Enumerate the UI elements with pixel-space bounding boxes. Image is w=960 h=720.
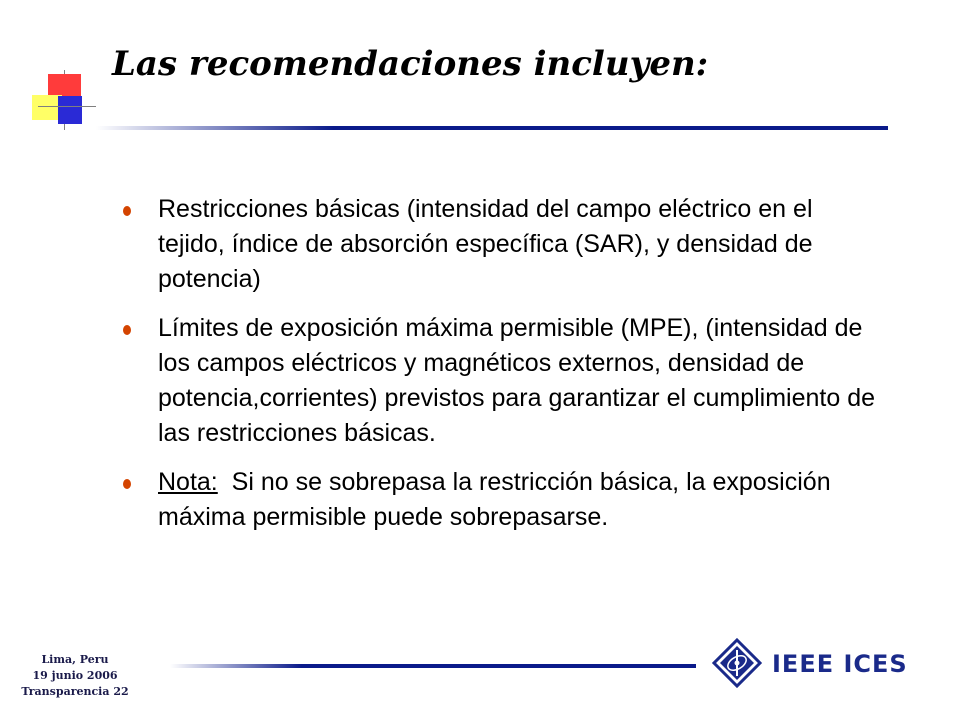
bullet-item	[120, 192, 880, 297]
footer-slide-number: Transparencia 22	[21, 685, 129, 698]
bullet-text: Límites de exposición máxima permisible (MPE), (intensidad de los campos eléctricos y magnéticos externos, densidad de potencia,corrientes) previstos para garantizar el cumplimiento de las restricciones básicas.	[158, 314, 876, 447]
ieee-ices-logo	[712, 638, 912, 694]
footer-info	[10, 652, 140, 700]
corner-horizontal-line	[38, 106, 96, 107]
bullet-dot-icon	[123, 206, 131, 216]
bullet-dot-icon	[123, 325, 131, 335]
corner-blue-square	[58, 96, 82, 124]
bullet-list	[120, 192, 880, 549]
title-underline	[96, 126, 888, 130]
footer-date: 19 junio 2006	[32, 669, 118, 682]
slide-title: Las recomendaciones incluyen:	[112, 44, 709, 84]
ieee-diamond-logo-icon	[712, 638, 762, 688]
footer-rule	[170, 664, 696, 668]
bullet-item	[120, 465, 880, 535]
bullet-text: Restricciones básicas (intensidad del campo eléctrico en el tejido, índice de absorción específica (SAR), y densidad de potencia)	[158, 195, 813, 293]
logo-text: IEEE ICES	[772, 650, 908, 678]
bullet-text: Si no se sobrepasa la restricción básica, la exposición máxima permisible puede sobrepasarse.	[158, 468, 831, 531]
note-label: Nota:	[158, 468, 218, 496]
bullet-item	[120, 311, 880, 451]
footer-location: Lima, Peru	[41, 653, 109, 666]
bullet-dot-icon	[123, 479, 131, 489]
